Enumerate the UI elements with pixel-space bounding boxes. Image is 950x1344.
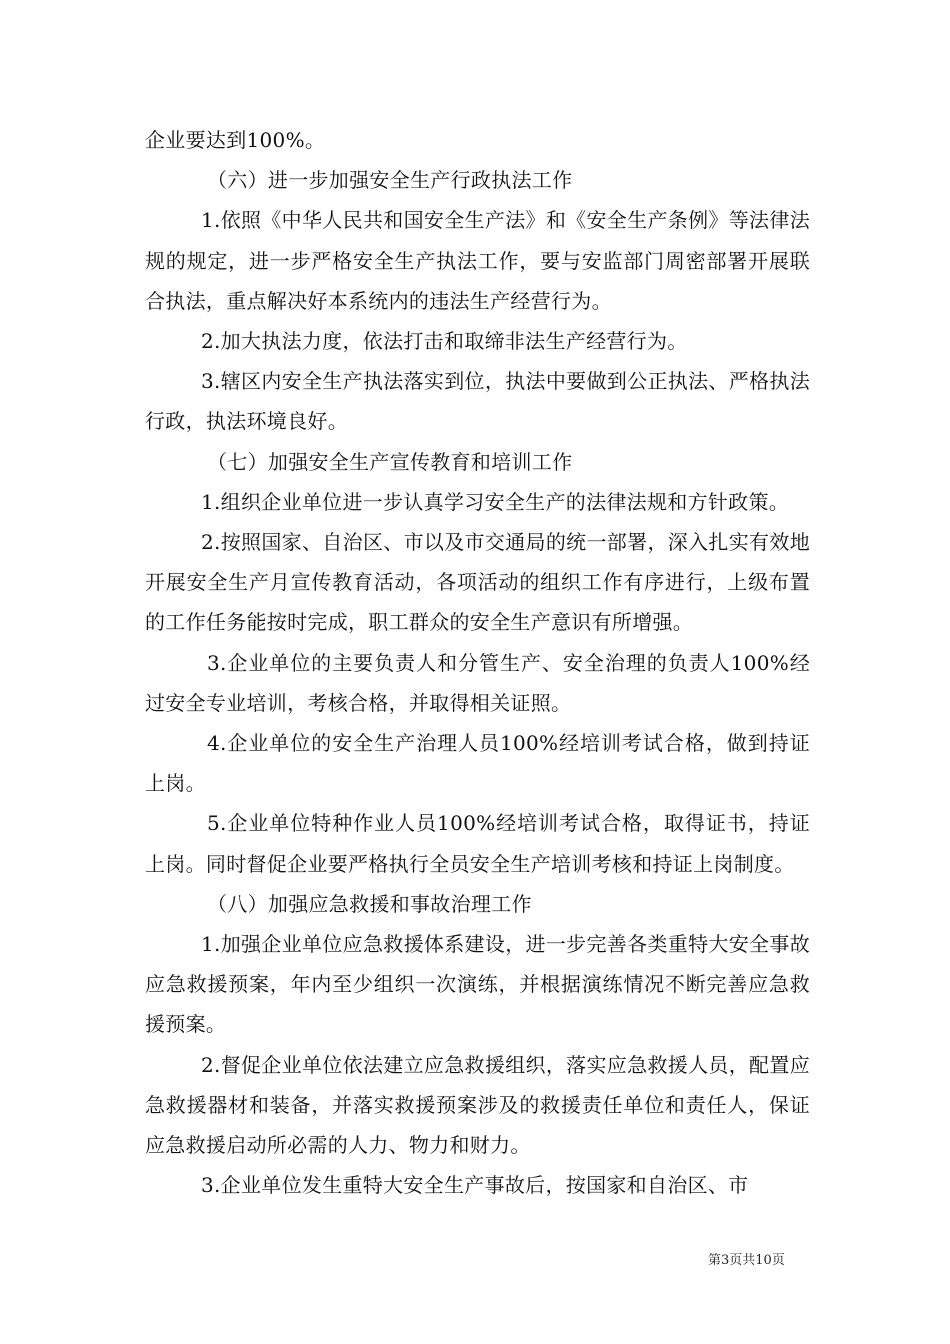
paragraph: 3.企业单位的主要负责人和分管生产、安全治理的负责人100%经过安全专业培训，考核合格，并取得相关证照。 xyxy=(145,650,810,715)
paragraph: 5.企业单位特种作业人员100%经培训考试合格，取得证书，持证上岗。同时督促企业要严格执行全员安全生产培训考核和持证上岗制度。 xyxy=(145,811,810,876)
paragraph: 2.督促企业单位依法建立应急救援组织，落实应急救援人员，配置应急救援器材和装备，并落实救援预案涉及的救援责任单位和责任人，保证应急救援启动所必需的人力、物力和财力。 xyxy=(145,1052,810,1158)
paragraph: 3.企业单位发生重特大安全生产事故后，按国家和自治区、市 xyxy=(201,1173,749,1198)
page-number-footer: 第3页共10页 xyxy=(708,1253,785,1268)
paragraph: 1.加强企业单位应急救援体系建设，进一步完善各类重特大安全事故应急救援预案，年内至少组织一次演练，并根据演练情况不断完善应急救援预案。 xyxy=(145,932,810,1037)
paragraph: 2.按照国家、自治区、市以及市交通局的统一部署，深入扎实有效地开展安全生产月宣传教育活动，各项活动的组织工作有序进行，上级布置的工作任务能按时完成，职工群众的安全生产意识有所增强。 xyxy=(145,530,810,635)
paragraph: 4.企业单位的安全生产治理人员100%经培训考试合格，做到持证上岗。 xyxy=(145,731,810,796)
paragraph-continuation: 企业要达到100%。 xyxy=(145,128,326,152)
paragraph: 1.依照《中华人民共和国安全生产法》和《安全生产条例》等法律法规的规定，进一步严格安全生产执法工作，要与安监部门周密部署开展联合执法，重点解决好本系统内的违法生产经营行为。 xyxy=(145,208,810,313)
paragraph: 2.加大执法力度，依法打击和取缔非法生产经营行为。 xyxy=(201,329,688,354)
section-heading-8: （八）加强应急救援和事故治理工作 xyxy=(207,891,532,916)
document-body xyxy=(145,120,810,1205)
paragraph: 1.组织企业单位进一步认真学习安全生产的法律法规和方针政策。 xyxy=(201,489,790,514)
paragraph: 3.辖区内安全生产执法落实到位，执法中要做到公正执法、严格执法行政，执法环境良好。 xyxy=(145,369,810,434)
section-heading-6: （六）进一步加强安全生产行政执法工作 xyxy=(207,168,573,193)
section-heading-7: （七）加强安全生产宣传教育和培训工作 xyxy=(207,449,573,474)
